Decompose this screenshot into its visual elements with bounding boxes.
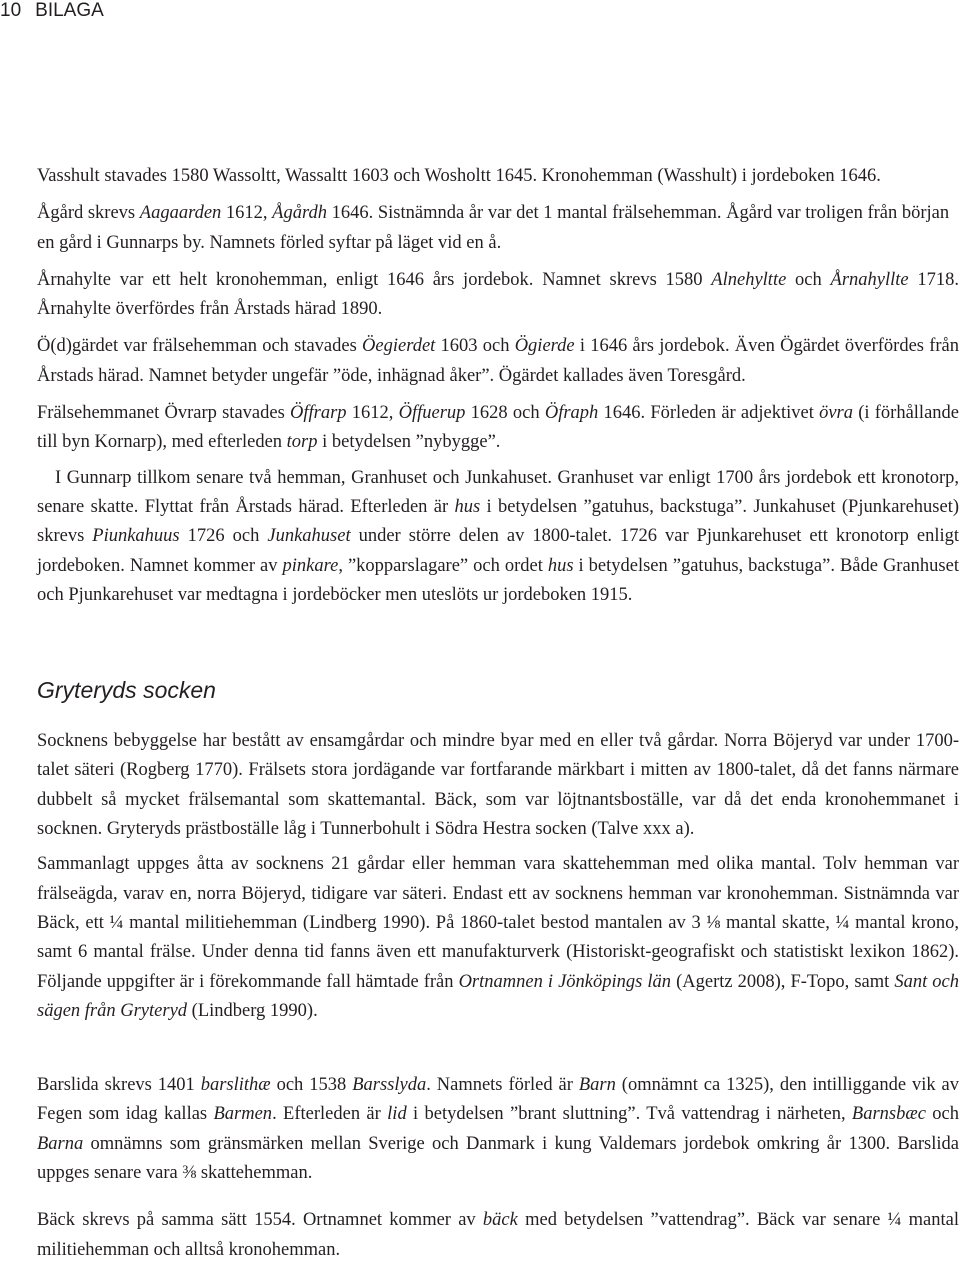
paragraph-sammanlagt: Sammanlagt uppges åtta av socknens 21 gårdar eller hemman vara skattehemman med olika mantal. Tolv hemman var frälseägda, varav en, norra Böjeryd, tidigare var säteri. Endast ett av socknens hemman var kronohemman. Sistnämnda var Bäck, ett ¼ mantal militiehemman (Lindberg 1990). På 1860-talet bestod mantalen av 3 ⅛ mantal skatte, ¼ mantal krono, samt 6 mantal frälse. Under denna tid fanns även ett manufakturverk (Historiskt-geografiskt och statistiskt lexikon 1862). Följande uppgifter är i förekommande fall hämtade från Ortnamnen i Jönköpings län (Agertz 2008), F-Topo, samt Sant och sägen från Gryteryd (Lindberg 1990). [37,854,959,1021]
paragraph-arnahylte: Årnahylte var ett helt kronohemman, enligt 1646 års jordebok. Namnet skrevs 1580 Alnehyltte och Årnahyllte 1718. Årnahylte överfördes från Årstads härad 1890. [37,269,960,320]
section-heading: Gryteryds socken [37,677,216,704]
paragraph-ovrarp: Frälsehemmanet Övrarp stavades Öffrarp 1612, Öffuerup 1628 och Öfraph 1646. Förleden är adjektivet övra (i förhållande till byn Kornarp), med efterleden torp i betydelsen ”nybygge”. [37,403,959,453]
paragraph-agard: Ågård skrevs Aagaarden 1612, Ågårdh 1646. Sistnämnda år var det 1 mantal frälsehemman. Ågård var troligen från början en gård i Gunnarps by. Namnets förled syftar på läget vid en å. [37,203,950,253]
paragraph-vasshult: Vasshult stavades 1580 Wassoltt, Wassaltt 1603 och Wosholtt 1645. Kronohemman (Wasshult) i jordeboken 1646. [37,166,881,186]
paragraph-granhuset: I Gunnarp tillkom senare två hemman, Granhuset och Junkahuset. Granhuset var enligt 1700 års jordebok ett kronotorp, senare skatte. Flyttat från Årstads härad. Efterleden är hus i betydelsen ”gatuhus, backstuga”. Junkahuset (Pjunkarehuset) skrevs Piunkahuus 1726 och Junkahuset under större delen av 1800-talet. 1726 var Pjunkarehuset ett kronotorp enligt jordeboken. Namnet kommer av pinkare, ”kopparslagare” och ordet hus i betydelsen ”gatuhus, backstuga”. Både Granhuset och Pjunkarehuset var medtagna i jordeböcker men uteslöts ur jordeboken 1915. [37,467,960,605]
paragraph-barslida: Barslida skrevs 1401 barslithæ och 1538 Barsslyda. Namnets förled är Barn (omnämnt ca 1325), den intilliggande vik av Fegen som idag kallas Barmen. Efterleden är lid i betydelsen ”brant sluttning”. Två vattendrag i närheten, Barnsbæc och Barna omnämns som gränsmärken mellan Sverige och Danmark i kung Valdemars jordebok omkring år 1300. Barslida uppges senare vara ⅜ skattehemman. [37,1075,959,1184]
paragraph-back: Bäck skrevs på samma sätt 1554. Ortnamnet kommer av bäck med betydelsen ”vattendrag”. Bäck var senare ¼ mantal militiehemman och alltså kronohemman. [37,1210,959,1260]
page-header [0,0,104,22]
section-label: BILAGA [35,0,104,21]
paragraph-odgardet: Ö(d)gärdet var frälsehemman och stavades Öegierdet 1603 och Ögierde i 1646 års jordebok. Även Ögärdet överfördes från Årstads härad. Namnet betyder ungefär ”öde, inhägnad åker”. Ögärdet kallades även Toresgård. [37,336,959,386]
paragraph-bebyggelse: Socknens bebyggelse har bestått av ensamgårdar och mindre byar med en eller två gårdar. Norra Böjeryd var under 1700-talet säteri (Rogberg 1770). Frälsets stora jordägande var fortfarande märkbart i mitten av 1800-talet, då det fanns närmare dubbelt så mycket frälsemantal som skattemantal. Bäck, som var löjtnantsboställe, var då det enda kronohemmanet i socknen. Gryteryds prästboställe låg i Tunnerbohult i Södra Hestra socken (Talve xxx a). [37,731,959,840]
page-number: 10 [0,0,22,21]
page-content [37,162,959,1265]
